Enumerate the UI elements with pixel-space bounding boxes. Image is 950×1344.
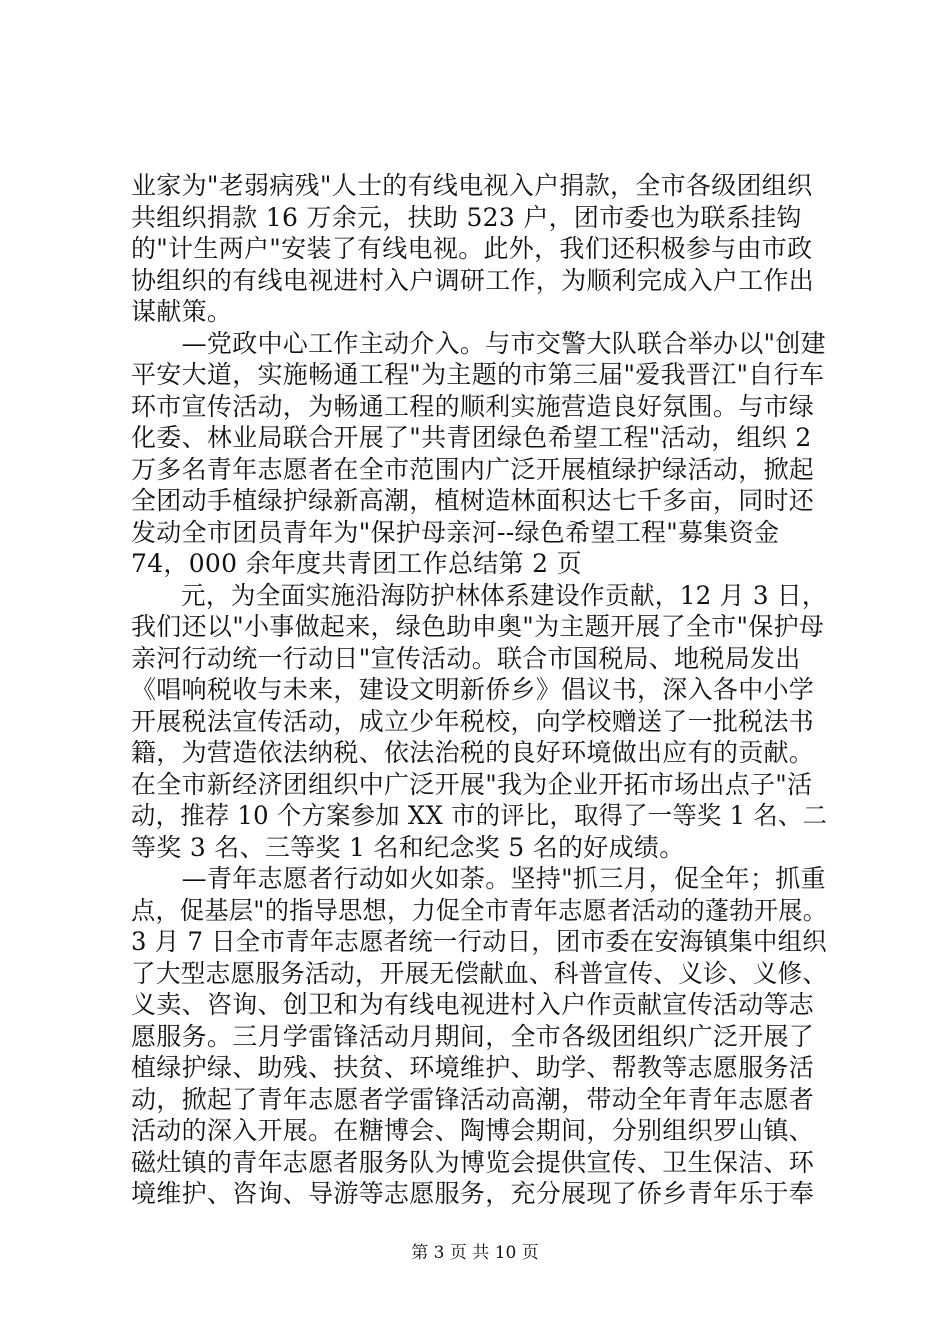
text-line: 开展税法宣传活动，成立少年税校，向学校赠送了一批税法书 bbox=[131, 706, 815, 736]
text-line: —青年志愿者行动如火如荼。坚持"抓三月，促全年；抓重 bbox=[131, 864, 826, 893]
text-line: 发动全市团员青年为"保护母亲河--绿色希望工程"募集资金 bbox=[131, 517, 780, 547]
text-line: 了大型志愿服务活动，开展无偿献血、科普宣传、义诊、义修、 bbox=[131, 958, 828, 988]
text-line: 谋献策。 bbox=[131, 297, 233, 326]
text-line: 74，000 余年度共青团工作总结第 2 页 bbox=[131, 549, 582, 578]
text-line: 植绿护绿、助残、扶贫、环境维护、助学、帮教等志愿服务活 bbox=[131, 1053, 815, 1082]
text-line: 全团动手植绿护绿新高潮，植树造林面积达七千多亩，同时还 bbox=[131, 486, 815, 515]
text-line: 平安大道，实施畅通工程"为主题的市第三届"爱我晋江"自行车 bbox=[131, 360, 825, 389]
text-line: 3 月 7 日全市青年志愿者统一行动日，团市委在安海镇集中组织 bbox=[131, 927, 827, 956]
text-line: 万多名青年志愿者在全市范围内广泛开展植绿护绿活动，掀起 bbox=[131, 454, 815, 484]
text-line: 愿服务。三月学雷锋活动月期间，全市各级团组织广泛开展了 bbox=[131, 1021, 815, 1051]
text-line: 点，促基层"的指导思想，力促全市青年志愿者活动的蓬勃开展。 bbox=[131, 895, 828, 925]
text-line: 共组织捐款 16 万余元，扶助 523 户，团市委也为联系挂钩 bbox=[131, 202, 802, 232]
text-line: 环市宣传活动，为畅通工程的顺利实施营造良好氛围。与市绿 bbox=[131, 391, 815, 421]
text-line: 《唱响税收与未来，建设文明新侨乡》倡议书，深入各中小学 bbox=[131, 675, 815, 704]
text-line: 亲河行动统一行动日"宣传活动。联合市国税局、地税局发出 bbox=[131, 643, 801, 673]
text-line: 境维护、咨询、导游等志愿服务，充分展现了侨乡青年乐于奉 bbox=[131, 1179, 815, 1208]
text-line: 等奖 3 名、三等奖 1 名和纪念奖 5 名的好成绩。 bbox=[131, 832, 685, 862]
text-line: 业家为"老弱病残"人士的有线电视入户捐款，全市各级团组织 bbox=[131, 171, 813, 200]
text-line: 化委、林业局联合开展了"共青团绿色希望工程"活动，组织 2 bbox=[131, 423, 812, 452]
page-footer: 第 3 页 共 10 页 bbox=[411, 1243, 539, 1263]
text-line: —党政中心工作主动介入。与市交警大队联合举办以"创建 bbox=[131, 328, 826, 358]
text-line: 我们还以"小事做起来，绿色助申奥"为主题开展了全市"保护母 bbox=[131, 612, 825, 641]
text-line: 协组织的有线电视进村入户调研工作，为顺利完成入户工作出 bbox=[131, 265, 815, 295]
text-line: 的"计生两户"安装了有线电视。此外，我们还积极参与由市政 bbox=[131, 234, 813, 263]
text-line: 在全市新经济团组织中广泛开展"我为企业开拓市场出点子"活 bbox=[131, 769, 813, 799]
text-line: 元，为全面实施沿海防护林体系建设作贡献，12 月 3 日， bbox=[131, 580, 827, 610]
text-line: 动，掀起了青年志愿者学雷锋活动高潮，带动全年青年志愿者 bbox=[131, 1084, 815, 1114]
text-line: 活动的深入开展。在糖博会、陶博会期间，分别组织罗山镇、 bbox=[131, 1116, 815, 1145]
text-line: 动，推荐 10 个方案参加 XX 市的评比，取得了一等奖 1 名、二 bbox=[131, 801, 828, 830]
text-line: 磁灶镇的青年志愿者服务队为博览会提供宣传、卫生保洁、环 bbox=[131, 1147, 815, 1177]
text-line: 义卖、咨询、创卫和为有线电视进村入户作贡献宣传活动等志 bbox=[131, 990, 815, 1019]
text-line: 籍，为营造依法纳税、依法治税的良好环境做出应有的贡献。 bbox=[131, 738, 815, 767]
